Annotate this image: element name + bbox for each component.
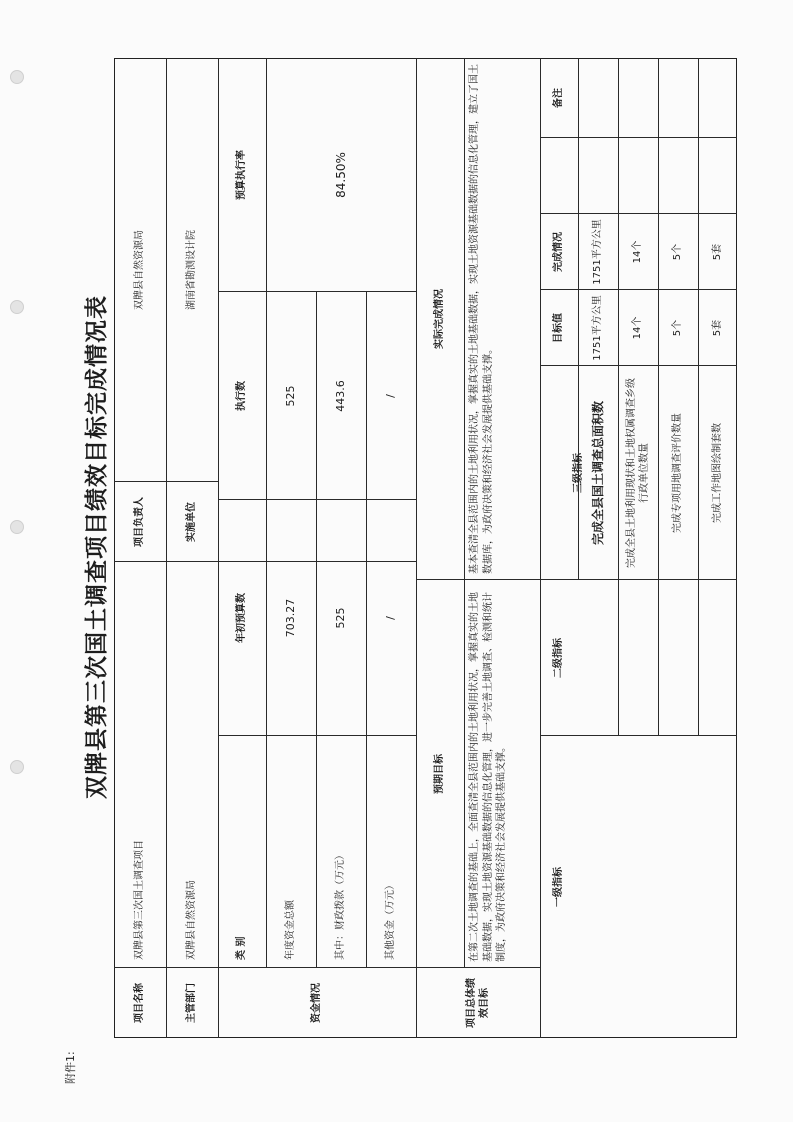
actual-result-header: 实际完成情况	[434, 289, 446, 349]
funds-total-exec: 525	[283, 385, 297, 407]
funds-section-label: 资金情况	[311, 983, 323, 1023]
funds-rate-header: 预算执行率	[236, 150, 248, 200]
funds-other-exec: /	[383, 394, 397, 398]
goals-section-label: 项目总体绩效目标	[465, 978, 490, 1028]
indicator-target: 5个	[672, 319, 684, 337]
attachment-label: 附件1:	[64, 1051, 77, 1084]
funds-total-budget: 703.27	[283, 598, 297, 638]
project-name-value: 双牌县第三次国土调查项目	[134, 840, 146, 960]
funds-other-label: 其他资金（万元）	[385, 880, 397, 960]
page-title: 双牌县第三次国土调查项目绩效目标完成情况表	[84, 295, 110, 799]
funds-fiscal-label: 其中：财政拨款（万元）	[335, 850, 347, 960]
indicator-done: 1751平方公里	[592, 219, 604, 285]
actual-result-text: 基本查清全县范围内的土地利用状况，掌握真实的土地基础数据，实现土地资源基础数据的信息化管理，建立了国土数据库，为政府决策和经济社会发展提供基础支撑。	[469, 64, 494, 574]
project-name-label: 项目名称	[134, 983, 146, 1023]
planned-goal-text: 在第二次土地调查的基础上，全面查清全县范围内的土地利用状况，掌握真实的土地基础数据，实现土地资源基础数据的信息化管理，进一步完善土地调查、检测和统计制度，为政府决策和经济社会发展提供基础支撑。	[469, 592, 507, 962]
indicator-done: 5个	[672, 243, 684, 261]
funds-rate-value: 84.50%	[333, 152, 348, 198]
indicator-done: 5套	[711, 243, 723, 261]
funds-fiscal-budget: 525	[333, 607, 347, 629]
level2-indicator-header: 二级指标	[553, 638, 565, 678]
indicator-name: 完成专项用地调查评价数量	[672, 413, 684, 533]
impl-unit-value: 湖南省勘测设计院	[186, 230, 198, 310]
indicator-name: 完成工作地图绘制套数	[711, 423, 723, 523]
indicator-name: 完成全县国土调查总面积数	[590, 401, 605, 546]
funds-other-budget: /	[383, 616, 397, 620]
impl-unit-label: 实施单位	[186, 502, 198, 542]
level1-indicator-header: 一级指标	[553, 867, 565, 907]
note-header: 备注	[553, 88, 565, 108]
funds-total-label: 年度资金总额	[285, 900, 297, 960]
dept-value: 双牌县自然资源局	[186, 880, 198, 960]
indicator-done: 14个	[632, 240, 644, 264]
indicator-target: 1751平方公里	[592, 295, 604, 361]
dept-label: 主管部门	[186, 983, 198, 1023]
indicator-target: 5套	[711, 319, 723, 337]
funds-exec-header: 执行数	[236, 381, 248, 411]
project-owner-label: 项目负责人	[134, 497, 146, 547]
indicator-note	[618, 58, 658, 138]
target-value-header: 目标值	[553, 313, 565, 343]
indicator-note	[698, 58, 737, 138]
level3-indicator-header: 三级指标	[573, 453, 585, 493]
funds-budget-header: 年初预算数	[236, 593, 248, 643]
planned-goal-header: 预期目标	[434, 754, 446, 794]
indicator-target: 14个	[632, 316, 644, 340]
indicator-note	[578, 58, 618, 138]
indicator-note	[658, 58, 698, 138]
completion-header: 完成情况	[553, 232, 565, 272]
project-owner-value: 双牌县自然资源局	[134, 230, 146, 310]
funds-category-header: 类 别	[236, 936, 248, 960]
indicator-name: 完成全县土地利用现状和土地权属调查乡级行政单位数量	[625, 378, 650, 568]
funds-fiscal-exec: 443.6	[333, 380, 347, 412]
